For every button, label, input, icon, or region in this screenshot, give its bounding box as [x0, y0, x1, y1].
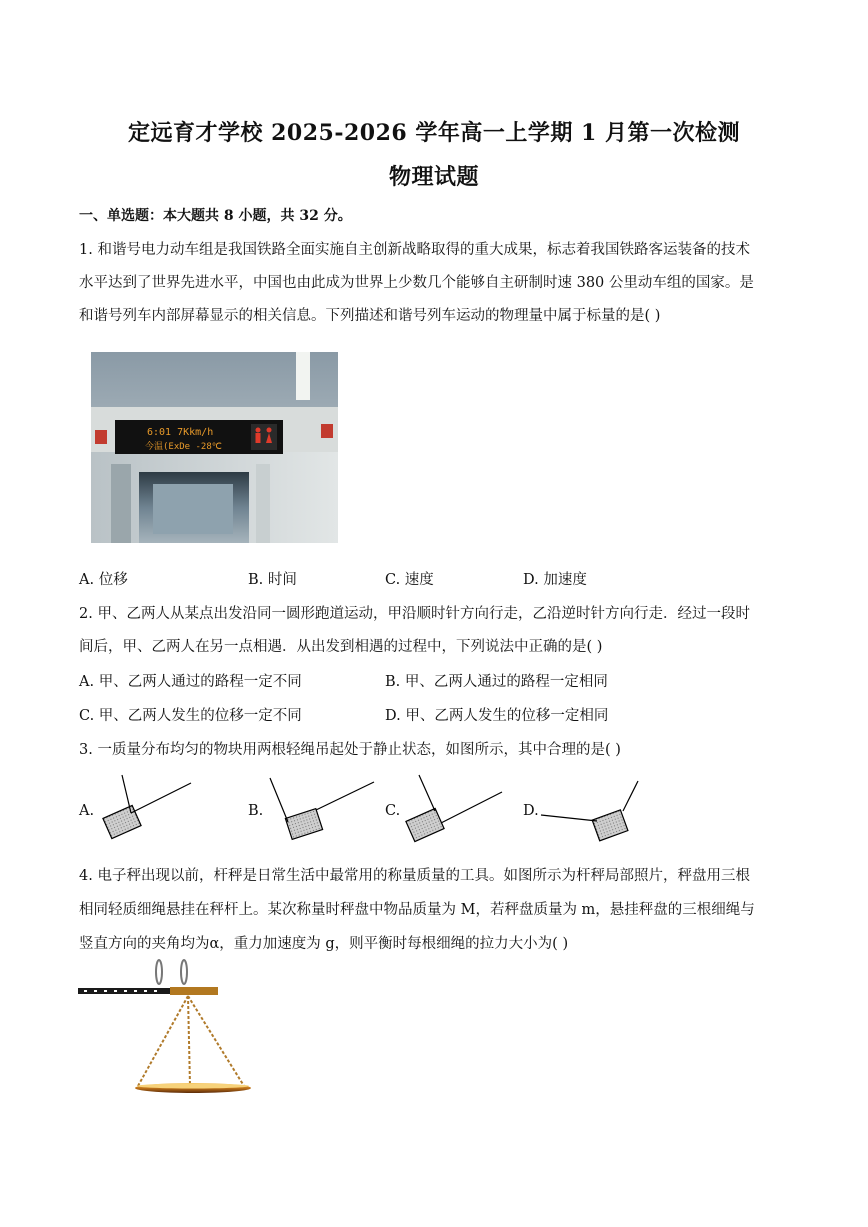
page-subtitle: 物理试题	[388, 164, 479, 190]
q1-option-c: C. 速度	[385, 572, 434, 588]
q3-label-b: B.	[248, 803, 264, 819]
q3-label-c: C.	[385, 803, 401, 819]
train-interior-photo	[91, 352, 338, 543]
train-interior-illustration	[91, 352, 338, 543]
q4-line-1: 4. 电子秤出现以前，杆秤是日常生活中最常用的称量质量的工具。如图所示为杆秤局部照片，秤盘用三根	[79, 868, 750, 884]
q1-line-1: 1. 和谐号电力动车组是我国铁路全面实施自主创新战略取得的重大成果，标志着我国铁路客运装备的技术	[79, 242, 750, 258]
q3-line-1: 3. 一质量分布均匀的物块用两根轻绳吊起处于静止状态，如图所示，其中合理的是( )	[79, 742, 621, 758]
q2-option-d: D. 甲、乙两人发生的位移一定相同	[385, 708, 609, 724]
q3-diagram-d	[541, 775, 641, 845]
q1-option-d: D. 加速度	[523, 572, 587, 588]
q3-diagram-a	[100, 775, 195, 845]
screen-text-2: 今温(ExDe -28℃	[145, 442, 222, 452]
q2-option-b: B. 甲、乙两人通过的路程一定相同	[385, 674, 608, 690]
q1-option-a: A. 位移	[79, 572, 128, 588]
q2-option-c: C. 甲、乙两人发生的位移一定不同	[79, 708, 302, 724]
steelyard-balance-photo	[78, 956, 258, 1096]
q3-diagram-b	[268, 778, 376, 844]
q3-diagram-c	[405, 775, 505, 845]
q3-label-d: D.	[523, 803, 539, 819]
q3-label-a: A.	[79, 803, 95, 819]
q1-option-b: B. 时间	[248, 572, 297, 588]
q1-line-2: 水平达到了世界先进水平，中国也由此成为世界上少数几个能够自主研制时速 380 公里动车组的国家。是	[79, 275, 754, 291]
page-title: 定远育才学校 2025-2026 学年高一上学期 1 月第一次检测	[127, 120, 741, 146]
q4-line-2: 相同轻质细绳悬挂在秤杆上。某次称量时秤盘中物品质量为 M，若秤盘质量为 m，悬挂秤盘的三根细绳与	[79, 902, 755, 918]
section-heading: 一、单选题：本大题共 8 小题，共 32 分。	[79, 208, 352, 224]
screen-text-1: 6:01 7Kkm/h	[147, 427, 214, 438]
q2-line-2: 间后，甲、乙两人在另一点相遇．从出发到相遇的过程中，下列说法中正确的是( )	[79, 639, 603, 655]
q2-line-1: 2. 甲、乙两人从某点出发沿同一圆形跑道运动，甲沿顺时针方向行走，乙沿逆时针方向行走．经过一段时	[79, 606, 750, 622]
q2-option-a: A. 甲、乙两人通过的路程一定不同	[79, 674, 302, 690]
q1-line-3: 和谐号列车内部屏幕显示的相关信息。下列描述和谐号列车运动的物理量中属于标量的是( )	[79, 308, 661, 324]
q4-line-3: 竖直方向的夹角均为α，重力加速度为 g，则平衡时每根细绳的拉力大小为( )	[79, 936, 569, 952]
